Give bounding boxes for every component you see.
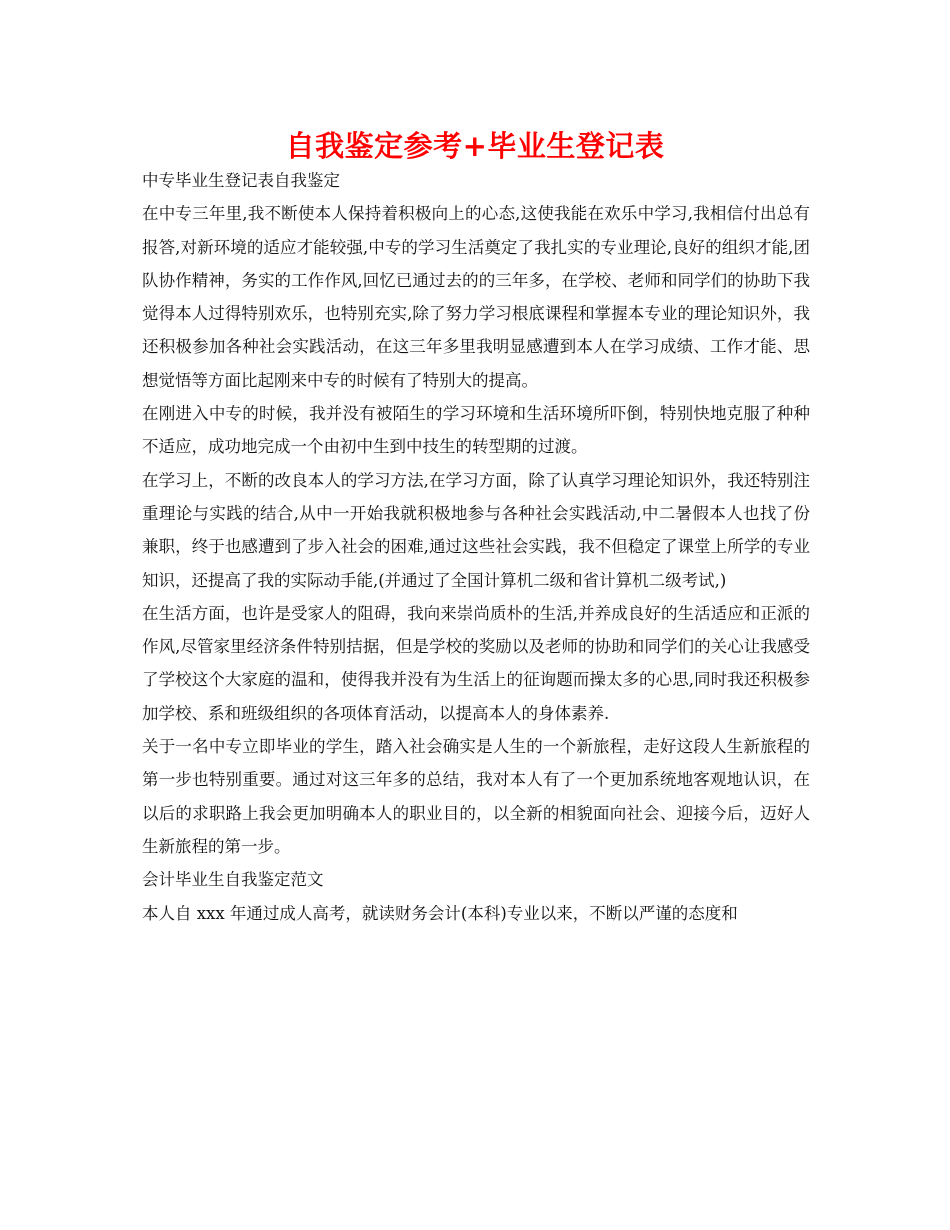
document-body — [142, 164, 810, 930]
section-heading: 会计毕业生自我鉴定范文 — [142, 870, 324, 890]
paragraph: 在中专三年里,我不断使本人保持着积极向上的心态,这使我能在欢乐中学习,我相信付出总有报答,对新环境的适应才能较强,中专的学习生活奠定了我扎实的专业理论,良好的组织才能,团队协作精神，务实的工作作风,回忆已通过去的的三年多，在学校、老师和同学们的协助下我觉得本人过得特别欢乐，也特别充实,除了努力学习根底课程和掌握本专业的理论知识外，我还积极参加各种社会实践活动，在这三年多里我明显感遭到本人在学习成绩、工作才能、思想觉悟等方面比起刚来中专的时候有了特别大的提高。 — [142, 204, 810, 390]
paragraph: 在生活方面，也许是受家人的阻碍，我向来崇尚质朴的生活,并养成良好的生活适应和正派的作风,尽管家里经济条件特别拮据，但是学校的奖励以及老师的协助和同学们的关心让我感受了学校这个大家庭的温和，使得我并没有为生活上的征询题而操太多的心思,同时我还积极参加学校、系和班级组织的各项体育活动，以提高本人的身体素养. — [142, 603, 810, 723]
paragraph: 在刚进入中专的时候，我并没有被陌生的学习环境和生活环境所吓倒，特别快地克服了种种不适应，成功地完成一个由初中生到中技生的转型期的过渡。 — [142, 404, 810, 457]
paragraph: 在学习上，不断的改良本人的学习方法,在学习方面，除了认真学习理论知识外，我还特别注重理论与实践的结合,从中一开始我就积极地参与各种社会实践活动,中二暑假本人也找了份兼职，终于也感遭到了步入社会的困难,通过这些社会实践，我不但稳定了课堂上所学的专业知识，还提高了我的实际动手能,(并通过了全国计算机二级和省计算机二级考试,) — [142, 470, 810, 590]
paragraph: 本人自 xxx 年通过成人高考，就读财务会计(本科)专业以来，不断以严谨的态度和 — [142, 903, 738, 923]
document-title: 自我鉴定参考+毕业生登记表 — [285, 129, 665, 163]
section-heading: 中专毕业生登记表自我鉴定 — [142, 171, 340, 190]
paragraph: 关于一名中专立即毕业的学生，踏入社会确实是人生的一个新旅程，走好这段人生新旅程的第一步也特别重要。通过对这三年多的总结，我对本人有了一个更加系统地客观地认识，在以后的求职路上我会更加明确本人的职业目的，以全新的相貌面向社会、迎接今后，迈好人生新旅程的第一步。 — [142, 737, 810, 856]
